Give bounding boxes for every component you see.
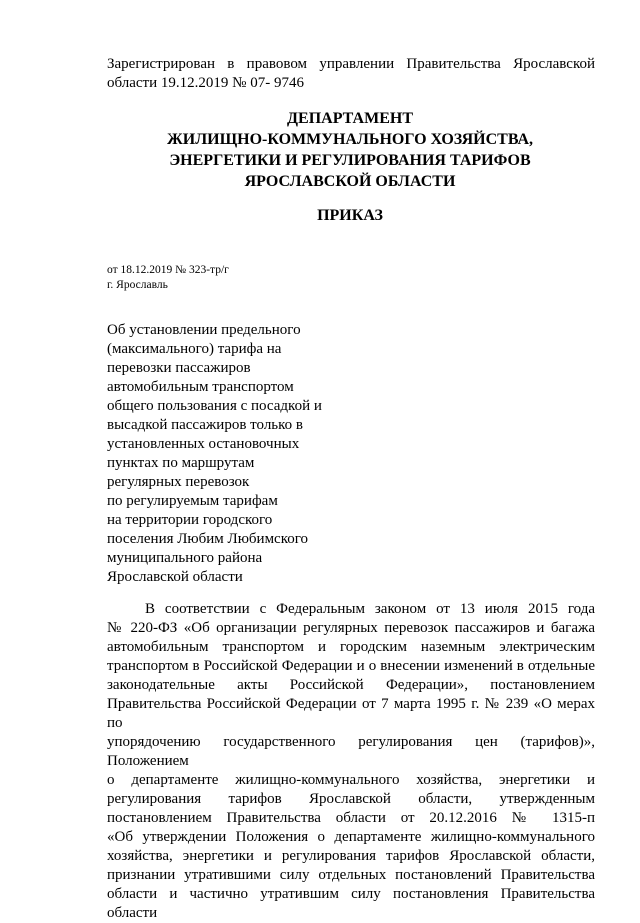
body-line: постановлением Правительства области от 20.12.2016 № 1315-п (107, 810, 595, 826)
body-line: регулирования тарифов Ярославской области, утвержденным (107, 791, 595, 807)
body-line: упорядочению государственного регулирования цен (тарифов)», Положением (107, 734, 595, 769)
registration-line: Зарегистрирован в правовом управлении Правительства Ярославской (107, 56, 595, 72)
order-date-number: от 18.12.2019 № 323-тр/г (107, 264, 229, 276)
department-line: ЭНЕРГЕТИКИ И РЕГУЛИРОВАНИЯ ТАРИФОВ (169, 152, 531, 169)
subject-line: установленных остановочных (107, 436, 300, 452)
department-line: ДЕПАРТАМЕНТ (287, 110, 413, 127)
subject-line: автомобильным транспортом (107, 379, 294, 395)
subject-line: Ярославской области (107, 569, 243, 585)
subject-line: Об установлении предельного (107, 322, 301, 338)
subject-line: по регулируемым тарифам (107, 493, 278, 509)
subject-line: (максимального) тарифа на (107, 341, 282, 357)
body-line: Правительства Российской Федерации от 7 марта 1995 г. № 239 «О мерах по (107, 696, 595, 731)
body-line: транспортом в Российской Федерации и о внесении изменений в отдельные (107, 658, 595, 674)
order-place: г. Ярославль (107, 279, 168, 291)
body-line: хозяйства, энергетики и регулирования тарифов Ярославской области, (107, 848, 595, 864)
department-line: ЖИЛИЩНО-КОММУНАЛЬНОГО ХОЗЯЙСТВА, (166, 131, 534, 148)
body-line: законодательные акты Российской Федерации», постановлением (107, 677, 595, 693)
department-header (100, 108, 600, 192)
order-body (107, 600, 595, 923)
body-line: № 220-ФЗ «Об организации регулярных перевозок пассажиров и багажа (107, 620, 595, 636)
body-line: автомобильным транспортом и городским наземным электрическим (107, 639, 595, 655)
subject-line: муниципального района (107, 550, 263, 566)
subject-line: поселения Любим Любимского (107, 531, 309, 547)
subject-line: высадкой пассажиров только в (107, 417, 304, 433)
department-line: ЯРОСЛАВСКОЙ ОБЛАСТИ (244, 173, 456, 190)
subject-line: пунктах по маршрутам (107, 455, 255, 471)
body-line: В соответствии с Федеральным законом от 13 июля 2015 года (145, 601, 595, 617)
order-meta (107, 263, 407, 293)
subject-line: общего пользования с посадкой и (107, 398, 322, 414)
subject-line: на территории городского (107, 512, 273, 528)
body-line: о департаменте жилищно-коммунального хозяйства, энергетики и (107, 772, 595, 788)
registration-note (107, 55, 595, 93)
order-title: ПРИКАЗ (317, 207, 383, 224)
order-subject (107, 321, 367, 587)
subject-line: перевозки пассажиров (107, 360, 251, 376)
body-line: области и частично утратившим силу постановления Правительства области (107, 886, 595, 921)
body-line: признании утратившими силу отдельных постановлений Правительства (107, 867, 595, 883)
registration-line: области 19.12.2019 № 07- 9746 (107, 75, 304, 91)
subject-line: регулярных перевозок (107, 474, 250, 490)
body-line: «Об утверждении Положения о департаменте жилищно-коммунального (107, 829, 595, 845)
